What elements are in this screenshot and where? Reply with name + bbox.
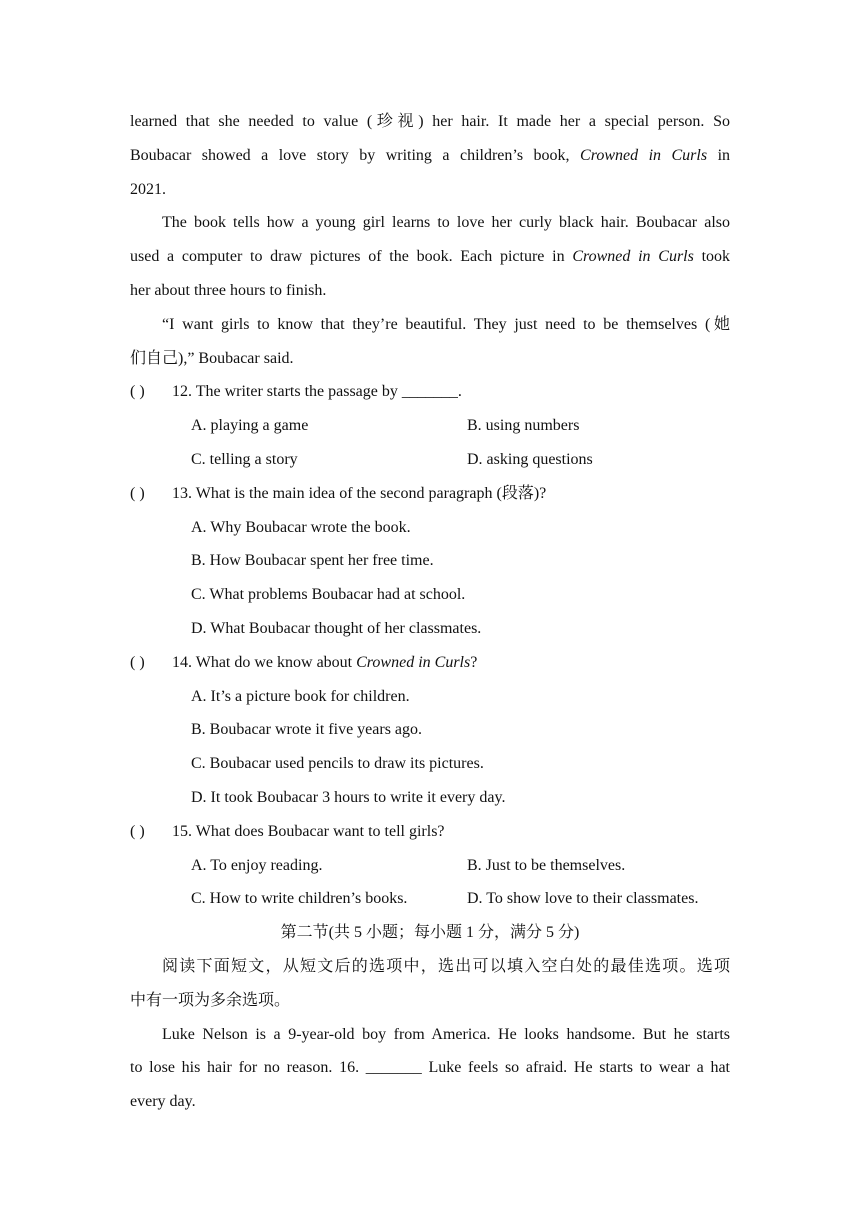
passage-paragraph-1	[130, 105, 730, 206]
option-b[interactable]: B. How Boubacar spent her free time.	[191, 552, 434, 570]
question-stem: 15. What does Boubacar want to tell girls?	[172, 822, 445, 840]
document-page	[130, 105, 730, 1119]
question-stem: 12. The writer starts the passage by _______.	[172, 383, 462, 401]
passage-line: her about three hours to finish.	[130, 281, 327, 299]
option-a[interactable]: A. To enjoy reading.	[191, 856, 323, 874]
question-13	[130, 477, 730, 646]
passage-line: learned that she needed to value (珍视) her hair. It made her a special person. So	[130, 113, 730, 130]
book-title: Crowned in Curls	[356, 653, 471, 671]
passage-line: every day.	[130, 1093, 196, 1111]
option-d[interactable]: D. What Boubacar thought of her classmates.	[191, 619, 482, 637]
passage-paragraph-3	[130, 308, 730, 376]
passage-line: used a computer to draw pictures of the book. Each picture in Crowned in Curls took	[130, 248, 731, 266]
passage-paragraph-luke	[130, 1018, 730, 1119]
instruction-line: 阅读下面短文，从短文后的选项中，选出可以填入空白处的最佳选项。选项	[162, 957, 730, 975]
option-c[interactable]: C. How to write children’s books.	[191, 890, 408, 908]
option-c[interactable]: C. telling a story	[191, 450, 298, 468]
passage-line: 2021.	[130, 180, 166, 198]
passage-line: Luke Nelson is a 9-year-old boy from America. He looks handsome. But he starts	[162, 1025, 730, 1043]
question-14	[130, 646, 730, 815]
option-b[interactable]: B. using numbers	[467, 417, 580, 435]
instruction-line: 中有一项为多余选项。	[130, 991, 291, 1009]
option-b[interactable]: B. Boubacar wrote it five years ago.	[191, 721, 423, 739]
section-title: 第二节(共 5 小题；每小题 1 分，满分 5 分)	[280, 924, 580, 942]
section-instructions	[130, 950, 730, 1018]
passage-line: 们自己),” Boubacar said.	[130, 349, 294, 367]
option-c[interactable]: C. Boubacar used pencils to draw its pictures.	[191, 755, 484, 773]
passage-line: “I want girls to know that they’re beautiful. They just need to be themselves (她	[162, 315, 730, 333]
option-d[interactable]: D. asking questions	[467, 450, 593, 468]
option-a[interactable]: A. Why Boubacar wrote the book.	[191, 518, 411, 536]
answer-blank[interactable]: ( )	[130, 822, 145, 840]
question-12	[130, 375, 730, 476]
answer-blank[interactable]: ( )	[130, 484, 145, 502]
passage-paragraph-2	[130, 206, 730, 307]
passage-line: to lose his hair for no reason. 16. _______ Luke feels so afraid. He starts to wear a hat	[130, 1059, 730, 1077]
book-title: Crowned in Curls	[580, 146, 708, 164]
option-b[interactable]: B. Just to be themselves.	[467, 856, 626, 874]
passage-line: The book tells how a young girl learns to love her curly black hair. Boubacar also	[162, 214, 730, 232]
option-c[interactable]: C. What problems Boubacar had at school.	[191, 586, 466, 604]
option-d[interactable]: D. To show love to their classmates.	[467, 890, 699, 908]
passage-line: Boubacar showed a love story by writing a children’s book, Crowned in Curls in	[130, 146, 731, 164]
answer-blank[interactable]: ( )	[130, 383, 145, 401]
question-stem: 13. What is the main idea of the second paragraph (段落)?	[172, 484, 547, 502]
option-a[interactable]: A. It’s a picture book for children.	[191, 687, 410, 705]
option-a[interactable]: A. playing a game	[191, 417, 309, 435]
question-stem: 14. What do we know about Crowned in Curls?	[172, 653, 478, 671]
book-title: Crowned in Curls	[572, 248, 694, 266]
question-15	[130, 815, 730, 916]
option-d[interactable]: D. It took Boubacar 3 hours to write it every day.	[191, 788, 506, 806]
answer-blank[interactable]: ( )	[130, 653, 145, 671]
